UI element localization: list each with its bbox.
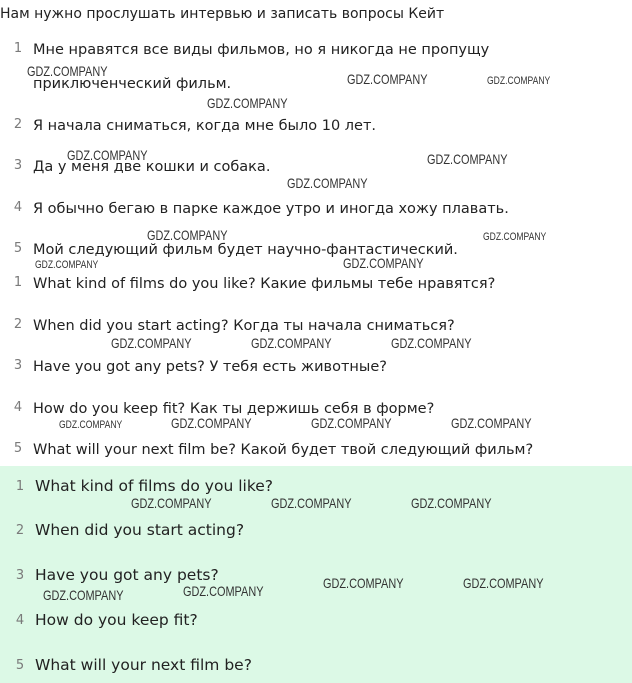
question-text: What will your next film be? Какой будет твой следующий фильм? <box>33 442 534 458</box>
watermark: GDZ.COMPANY <box>463 575 544 591</box>
watermark: GDZ.COMPANY <box>43 587 124 603</box>
watermark: GDZ.COMPANY <box>287 175 368 191</box>
statement-line: Я обычно бегаю в парке каждое утро и иногда хожу плавать. <box>33 201 509 217</box>
question-number: 4 <box>13 400 23 415</box>
question-number: 1 <box>13 275 23 290</box>
statement-number: 5 <box>13 241 23 256</box>
answer-number: 4 <box>15 613 25 628</box>
watermark: GDZ.COMPANY <box>271 495 352 511</box>
answer-item <box>0 655 600 677</box>
answer-item <box>0 610 600 632</box>
watermark: GDZ.COMPANY <box>483 231 547 243</box>
statement-line: Мой следующий фильм будет научно-фантастический. <box>33 242 458 258</box>
watermark: GDZ.COMPANY <box>411 495 492 511</box>
answer-number: 1 <box>15 479 25 494</box>
statement-line: Я начала сниматься, когда мне было 10 лет. <box>33 118 377 134</box>
answer-number: 2 <box>15 523 25 538</box>
answer-text: What kind of films do you like? <box>35 477 274 495</box>
watermark: GDZ.COMPANY <box>343 255 424 271</box>
watermark: GDZ.COMPANY <box>35 259 99 271</box>
watermark: GDZ.COMPANY <box>347 71 428 87</box>
watermark: GDZ.COMPANY <box>323 575 404 591</box>
statement-line: Да у меня две кошки и собака. <box>33 159 271 175</box>
watermark: GDZ.COMPANY <box>111 335 192 351</box>
question-translation-item <box>0 274 600 296</box>
watermark: GDZ.COMPANY <box>67 147 148 163</box>
statement-line: Мне нравятся все виды фильмов, но я никогда не пропущу <box>33 42 490 58</box>
statement-number: 4 <box>13 200 23 215</box>
question-number: 2 <box>13 317 23 332</box>
watermark: GDZ.COMPANY <box>251 335 332 351</box>
question-text: Have you got any pets? У тебя есть животные? <box>33 359 387 375</box>
question-number: 3 <box>13 358 23 373</box>
question-text: When did you start acting? Когда ты начала сниматься? <box>33 318 455 334</box>
answer-number: 3 <box>15 568 25 583</box>
question-translation-item <box>0 440 600 462</box>
watermark: GDZ.COMPANY <box>427 151 508 167</box>
watermark: GDZ.COMPANY <box>391 335 472 351</box>
answer-number: 5 <box>15 658 25 673</box>
watermark: GDZ.COMPANY <box>183 583 264 599</box>
statement-line: приключенческий фильм. <box>33 76 232 92</box>
watermark: GDZ.COMPANY <box>27 63 108 79</box>
watermark: GDZ.COMPANY <box>59 419 123 431</box>
answer-text: How do you keep fit? <box>35 611 198 629</box>
question-text: What kind of films do you like? Какие фильмы тебе нравятся? <box>33 276 496 292</box>
answer-text: When did you start acting? <box>35 521 245 539</box>
statement-number: 2 <box>13 117 23 132</box>
watermark: GDZ.COMPANY <box>131 495 212 511</box>
statement-item <box>0 199 600 221</box>
statement-item <box>0 116 600 138</box>
watermark: GDZ.COMPANY <box>147 227 228 243</box>
watermark: GDZ.COMPANY <box>311 415 392 431</box>
watermark: GDZ.COMPANY <box>451 415 532 431</box>
answer-item <box>0 520 600 542</box>
watermark: GDZ.COMPANY <box>207 95 288 111</box>
watermark: GDZ.COMPANY <box>171 415 252 431</box>
answer-text: What will your next film be? <box>35 656 252 674</box>
watermark: GDZ.COMPANY <box>487 75 551 87</box>
question-translation-item <box>0 357 600 379</box>
question-number: 5 <box>13 441 23 456</box>
statement-number: 1 <box>13 41 23 56</box>
answer-text: Have you got any pets? <box>35 566 219 584</box>
exercise-intro: Нам нужно прослушать интервью и записать вопросы Кейт <box>0 6 445 22</box>
question-text: How do you keep fit? Как ты держишь себя в форме? <box>33 401 435 417</box>
statement-number: 3 <box>13 158 23 173</box>
